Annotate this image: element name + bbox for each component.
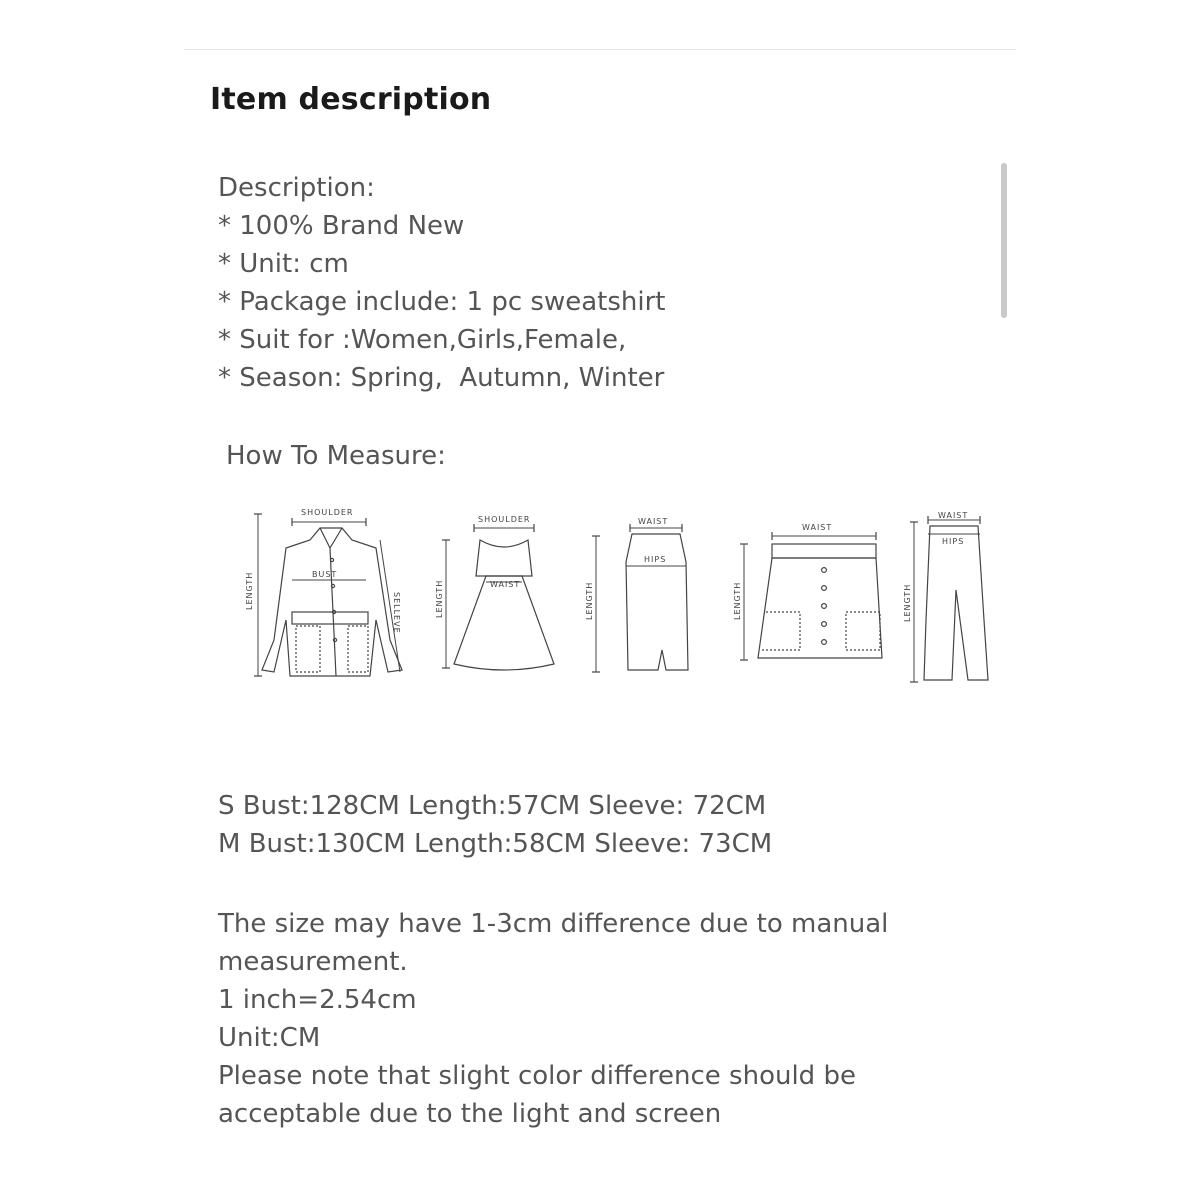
dress-illustration — [435, 515, 554, 670]
description-line: * 100% Brand New — [218, 211, 465, 241]
length-label: LENGTH — [245, 571, 254, 610]
sleeve-label: SELLEVE — [392, 592, 401, 634]
description-line: * Package include: 1 pc sweatshirt — [218, 287, 666, 317]
jacket-illustration — [245, 508, 402, 676]
hips-label: HIPS — [942, 537, 965, 546]
description-line: * Unit: cm — [218, 249, 349, 279]
description-line: * Season: Spring, Autumn, Winter — [218, 363, 665, 393]
skirt-illustration — [585, 517, 688, 672]
description-line: Description: — [218, 173, 375, 203]
note-line: Unit:CM — [218, 1023, 321, 1053]
size-chart-diagram — [240, 500, 1000, 700]
shoulder-label: SHOULDER — [301, 508, 354, 517]
note-line: 1 inch=2.54cm — [218, 985, 417, 1015]
description-line: * Suit for :Women,Girls,Female, — [218, 325, 627, 355]
length-label: LENGTH — [903, 583, 912, 622]
shorts-illustration — [733, 523, 882, 660]
bust-label: BUST — [312, 570, 338, 579]
note-line: Please note that slight color difference should be — [218, 1061, 856, 1091]
length-label: LENGTH — [435, 579, 444, 618]
note-line: The size may have 1-3cm difference due to manual — [218, 909, 889, 939]
waist-label: WAIST — [490, 580, 521, 589]
waist-label: WAIST — [938, 511, 969, 520]
scrollbar[interactable] — [1001, 163, 1007, 318]
note-line: acceptable due to the light and screen — [218, 1099, 722, 1129]
shoulder-label: SHOULDER — [478, 515, 531, 524]
size-row: M Bust:130CM Length:58CM Sleeve: 73CM — [218, 829, 773, 859]
size-row: S Bust:128CM Length:57CM Sleeve: 72CM — [218, 791, 767, 821]
length-label: LENGTH — [733, 581, 742, 620]
top-divider — [184, 49, 1016, 50]
length-label: LENGTH — [585, 581, 594, 620]
note-line: measurement. — [218, 947, 408, 977]
section-heading: Item description — [210, 82, 492, 117]
waist-label: WAIST — [638, 517, 669, 526]
waist-label: WAIST — [802, 523, 833, 532]
pants-illustration — [903, 511, 988, 682]
hips-label: HIPS — [644, 555, 667, 564]
how-to-measure-title: How To Measure: — [226, 441, 446, 471]
